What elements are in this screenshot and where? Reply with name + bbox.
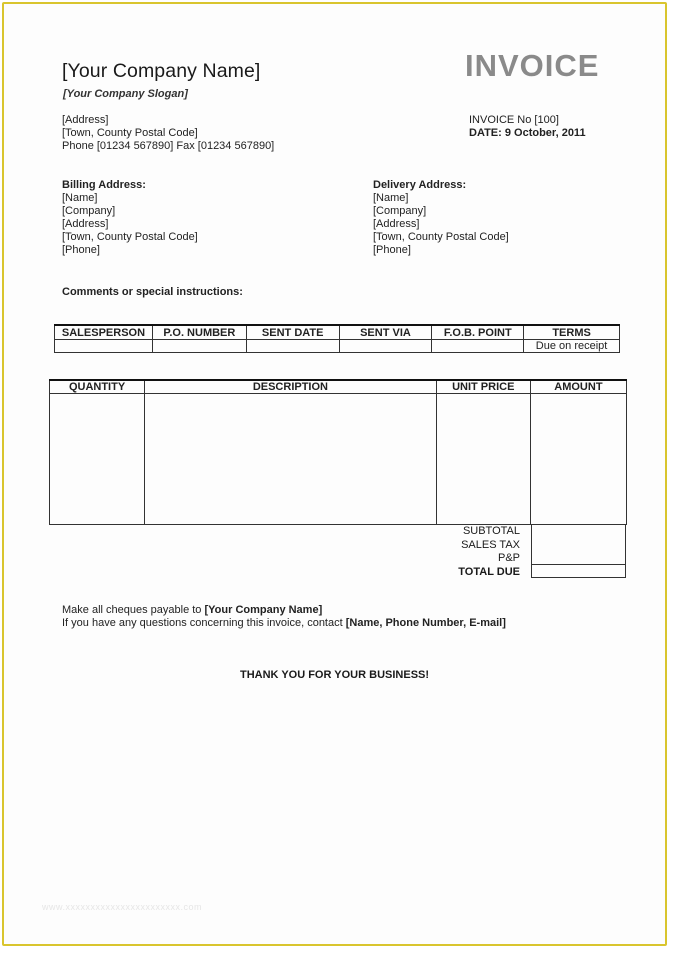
sent-via-header: SENT VIA [339,325,432,340]
cheques-note [62,604,322,617]
amount-header: AMOUNT [530,380,626,394]
subtotal-label: SUBTOTAL [462,525,520,537]
company-phone-fax: Phone [01234 567890] Fax [01234 567890] [62,140,275,152]
invoice-page [2,2,667,946]
cheques-prefix: Make all cheques payable to [62,604,205,616]
pp-label: P&P [497,552,520,564]
quantity-cell[interactable] [50,394,145,525]
po-number-header: P.O. NUMBER [152,325,246,340]
items-header-row [50,380,627,394]
sales-tax-label: SALES TAX [461,538,520,551]
po-number-cell[interactable] [152,340,246,353]
description-cell[interactable] [145,394,437,525]
company-name: [Your Company Name] [62,60,261,82]
quantity-header: QUANTITY [50,380,145,394]
delivery-line: [Town, County Postal Code] [373,231,509,243]
questions-prefix: If you have any questions concerning this invoice, contact [62,617,346,629]
invoice-number: INVOICE No [100] [469,114,559,126]
totals-labels [458,525,520,579]
billing-address [62,179,198,257]
total-due-divider [532,564,625,565]
fob-point-cell[interactable] [432,340,524,353]
questions-note [62,617,506,630]
company-address-line: [Town, County Postal Code] [62,127,198,139]
watermark-text: www.xxxxxxxxxxxxxxxxxxxxxxx.com [42,902,203,912]
billing-heading: Billing Address: [62,179,146,191]
company-slogan: [Your Company Slogan] [63,88,188,100]
questions-contact: [Name, Phone Number, E-mail] [345,617,506,629]
order-meta-table [54,324,620,353]
billing-line: [Phone] [62,244,100,256]
amount-cell[interactable] [530,394,626,525]
delivery-line: [Name] [373,192,409,204]
invoice-date: DATE: 9 October, 2011 [469,127,586,139]
unit-price-header: UNIT PRICE [436,380,530,394]
billing-line: [Town, County Postal Code] [62,231,198,243]
meta-header-row [55,325,620,340]
line-items-table [49,379,627,525]
delivery-line: [Company] [373,205,427,217]
delivery-address [373,179,509,257]
sent-date-cell[interactable] [246,340,339,353]
invoice-title: INVOICE [465,48,600,83]
delivery-line: [Address] [373,218,420,230]
cheques-company-name: [Your Company Name] [204,604,323,616]
delivery-line: [Phone] [373,244,411,256]
totals-values-box[interactable] [531,525,626,578]
sent-via-cell[interactable] [339,340,432,353]
comments-label: Comments or special instructions: [62,286,243,298]
billing-line: [Company] [62,205,116,217]
items-body-row [50,394,627,525]
delivery-heading: Delivery Address: [373,179,467,191]
thank-you-message: THANK YOU FOR YOUR BUSINESS! [239,669,430,681]
terms-header: TERMS [524,325,620,340]
salesperson-header: SALESPERSON [55,325,153,340]
meta-value-row [55,340,620,353]
sent-date-header: SENT DATE [246,325,339,340]
company-address-line: [Address] [62,114,109,126]
invoice-meta [469,114,586,140]
unit-price-cell[interactable] [436,394,530,525]
fob-point-header: F.O.B. POINT [432,325,524,340]
total-due-label: TOTAL DUE [458,565,520,578]
description-header: DESCRIPTION [145,380,437,394]
salesperson-cell[interactable] [55,340,153,353]
billing-line: [Address] [62,218,109,230]
company-address [62,114,274,153]
billing-line: [Name] [62,192,98,204]
terms-cell[interactable]: Due on receipt [524,340,620,353]
